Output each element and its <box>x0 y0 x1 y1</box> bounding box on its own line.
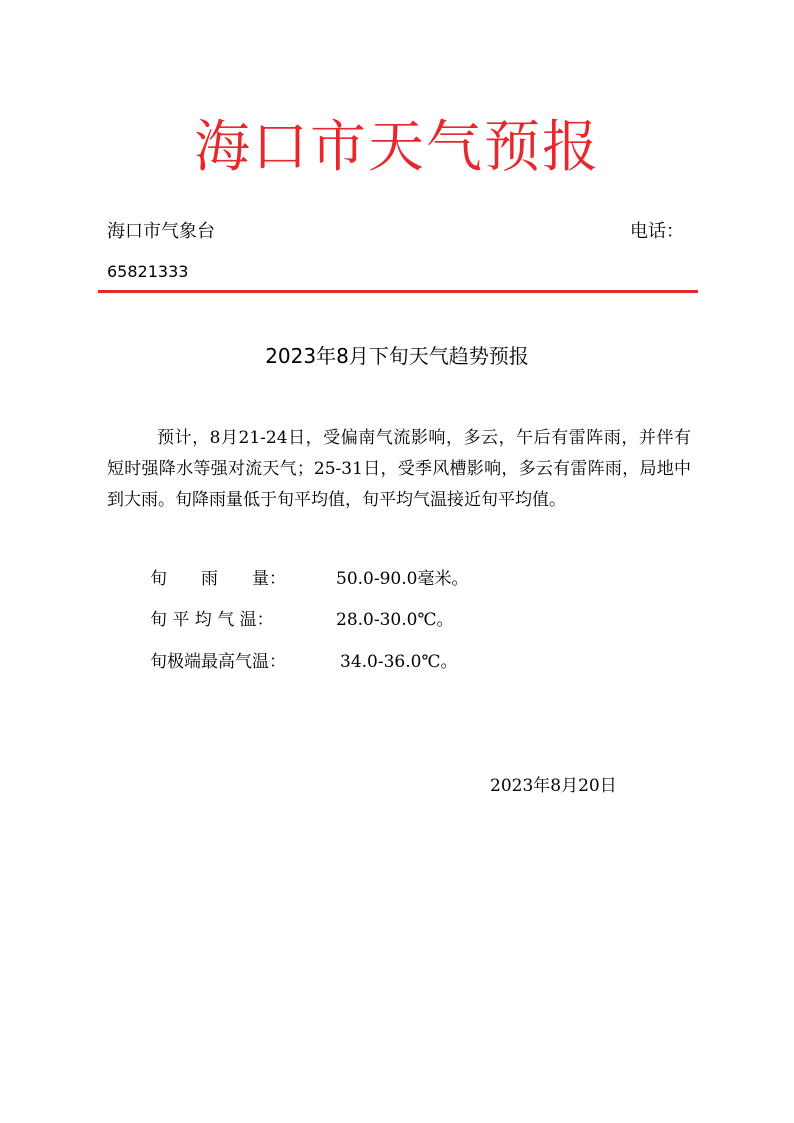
document-title: 2023年8月下旬天气趋势预报 <box>265 344 529 368</box>
stat-label: 旬极端最高气温： <box>150 652 286 672</box>
stat-value: 28.0-30.0℃。 <box>336 610 454 630</box>
stat-max-temperature <box>150 650 457 674</box>
organization-name: 海口市气象台 <box>107 221 215 242</box>
stat-rainfall <box>150 567 468 591</box>
stat-label: 旬 雨 量： <box>150 569 286 589</box>
stat-value: 34.0-36.0℃。 <box>340 652 458 672</box>
phone-label: 电话： <box>630 221 684 242</box>
forecast-paragraph: 预计，8月21-24日，受偏南气流影响，多云，午后有雷阵雨，并伴有短时强降水等强对流天气；25-31日，受季风槽影响，多云有雷阵雨，局地中到大雨。旬降雨量低于旬平均值，旬平均气温接近旬平均值。 <box>107 428 691 510</box>
issue-date: 2023年8月20日 <box>490 776 617 796</box>
stat-avg-temperature <box>150 608 453 632</box>
stat-label: 旬 平 均 气 温： <box>150 610 274 630</box>
stat-value: 50.0-90.0毫米。 <box>336 569 469 589</box>
masthead-title: 海口市天气预报 <box>194 115 600 180</box>
phone-number: 65821333 <box>107 262 189 281</box>
header-divider <box>98 290 698 293</box>
